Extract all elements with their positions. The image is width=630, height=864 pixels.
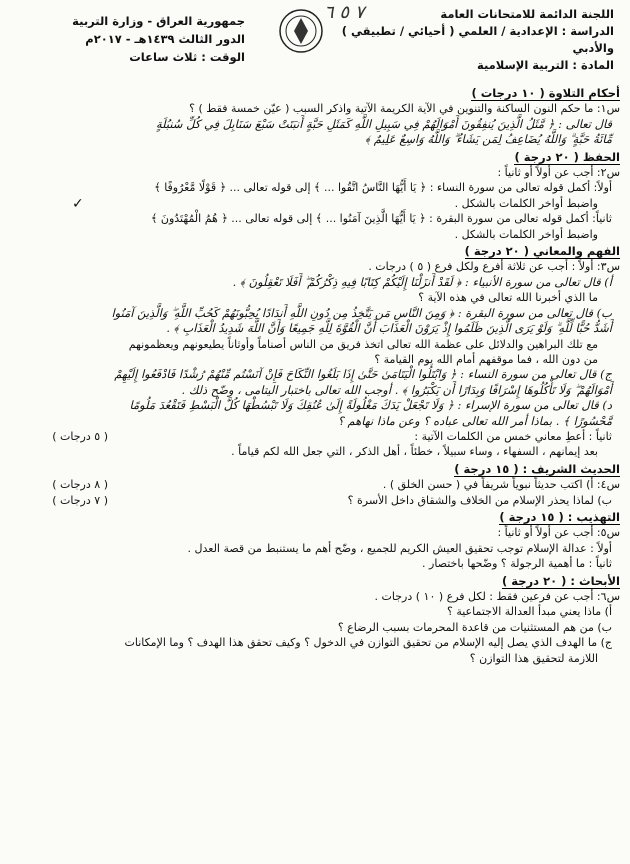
line-text: الحفظ ( ٢٠ درجة ) [514, 149, 620, 164]
section-heading [8, 86, 620, 101]
question-line [8, 117, 620, 132]
session-line: الدور الثالث ١٤٣٩هـ - ٢٠١٧م [85, 32, 245, 46]
line-text: قال تعالى : ﴿ مَّثَلُ الَّذِينَ يُنفِقُونَ أَمْوَالَهُمْ فِي سَبِيلِ اللَّهِ كَمَثَلِ حَبَّةٍ أَنبَتَتْ سَبْعَ سَنَابِلَ فِي كُلِّ سُنبُلَةٍ [155, 116, 612, 131]
section-heading [8, 150, 620, 165]
line-text: ما الذي أخبرنا الله تعالى في هذه الآية ؟ [418, 291, 598, 305]
question-line [8, 101, 620, 116]
section-heading [8, 462, 620, 477]
line-text: س٦: أجب عن فرعين فقط : لكل فرع ( ١٠ ) درجات . [374, 590, 620, 603]
line-text: أَمْوَالَهُمْ ۖ وَلَا تَأْكُلُوهَا إِسْرَافًا وَبِدَارًا أَن يَكْبَرُوا ﴾ . أوجب الله تعالى باختبار اليتامى ، وضّح ذلك . [181, 382, 612, 397]
marks-label: ( ٥ درجات ) [52, 429, 108, 443]
question-line [8, 352, 620, 367]
question-line [8, 398, 620, 413]
line-text: الأبحاث : ( ٢٠ درجة ) [502, 573, 620, 588]
question-line [8, 367, 620, 382]
handwritten-mark: ٧ ٥ ٦ [324, 2, 365, 23]
marks-label: ( ٨ درجات ) [52, 478, 108, 492]
line-text: أ) قال تعالى من سورة الأنبياء : ﴿ لَقَدْ أَنزَلْنَا إِلَيْكُمْ كِتَابًا فِيهِ ذِكْرُكُمْ ۖ أَفَلَا تَعْقِلُونَ ﴾ . [232, 274, 612, 289]
line-text: ب) لماذا يحذر الإسلام من الخلاف والشقاق داخل الأسرة ؟ [347, 493, 612, 507]
question-line [8, 211, 620, 226]
question-line [8, 227, 620, 242]
line-text: س٤: أ) اكتب حديثاً نبوياً شريفاً في ( حسن الخلق ) . [382, 478, 620, 492]
line-text: ب) قال تعالى من سورة البقرة : ﴿ وَمِنَ النَّاسِ مَن يَتَّخِذُ مِن دُونِ اللَّهِ أَندَادًا يُحِبُّونَهُمْ كَحُبِّ اللَّهِ ۖ وَالَّذِينَ آمَنُوا [111, 305, 612, 320]
question-line [8, 589, 620, 604]
question-line [8, 604, 620, 619]
line-text: س٥: أجب عن أولاً أو ثانياً : [497, 526, 620, 540]
line-text: اللازمة لتحقيق هذا التوازن ؟ [469, 651, 598, 665]
question-line [8, 525, 620, 540]
line-text: س١: ما حكم النون الساكنة والتنوين في الآية الكريمة الآتية واذكر السبب ( عيّن خمسة فقط ) ؟ [189, 102, 620, 116]
header-left [30, 12, 245, 66]
line-text: ب) من هم المستثنيات من قاعدة المحرمات بسبب الرضاع ؟ [337, 620, 612, 634]
line-text: واضبط أواخر الكلمات بالشكل . [454, 227, 598, 241]
line-text: د) قال تعالى من سورة الإسراء : ﴿ وَلَا تَجْعَلْ يَدَكَ مَغْلُولَةً إِلَىٰ عُنُقِكَ وَلَا تَبْسُطْهَا كُلَّ الْبَسْطِ فَتَقْعُدَ مَلُومًا [129, 398, 612, 413]
section-heading [8, 244, 620, 259]
question-line [8, 444, 620, 459]
question-line [8, 165, 620, 180]
question-line [8, 414, 620, 429]
question-line [8, 321, 620, 336]
section-heading [8, 574, 620, 589]
question-line [8, 541, 620, 556]
time-line: الوقت : ثلاث ساعات [129, 50, 245, 64]
question-line [8, 259, 620, 274]
line-text: أ) ماذا يعني مبدأ العدالة الاجتماعية ؟ [447, 605, 612, 619]
question-line [8, 196, 620, 211]
line-text: ثانياً: أكمل قوله تعالى من سورة البقرة : ﴿ يَا أَيُّهَا الَّذِينَ آمَنُوا ... ﴾ إلى قوله تعالى ... ﴿ هُمُ الْمُهْتَدُونَ ﴾ [150, 212, 612, 226]
line-text: بعد إيمانهم ، السفهاء ، وساء سبيلاً ، خطئاً ، أهل الذكر ، التي جعل الله لكم قياماً . [231, 445, 598, 459]
line-text: الحديث الشريف : ( ١٥ درجة ) [454, 461, 620, 476]
line-text: التهذيب : ( ١٥ درجة ) [499, 509, 620, 524]
section-heading [8, 510, 620, 525]
line-text: س٣: أولاً : أجب عن ثلاثة أفرع ولكل فرع ( ٥ ) درجات . [368, 260, 620, 274]
question-line [8, 651, 620, 666]
line-text: أحكام التلاوة ( ١٠ درجات ) [471, 86, 620, 100]
marks-label: ( ٧ درجات ) [52, 493, 108, 507]
question-line [8, 429, 620, 444]
line-text: مع تلك البراهين والدلائل على عظمة الله تعالى اتخذ فريق من الناس أصناماً وأوثاناً يطيعونهم ويعظمونهم [128, 337, 598, 351]
question-line [8, 635, 620, 650]
question-line [8, 620, 620, 635]
question-line [8, 337, 620, 352]
question-line [8, 132, 620, 147]
question-line [8, 180, 620, 195]
question-line [8, 275, 620, 290]
line-text: واضبط أواخر الكلمات بالشكل . [454, 196, 598, 210]
question-line [8, 306, 620, 321]
line-text: ج) قال تعالى من سورة النساء : ﴿ وَابْتَلُوا الْيَتَامَىٰ حَتَّىٰ إِذَا بَلَغُوا النِّكَاحَ فَإِنْ آنَسْتُم مِّنْهُمْ رُشْدًا فَادْفَعُوا إِلَيْهِمْ [114, 367, 612, 382]
emblem-icon [278, 8, 324, 54]
question-line [8, 477, 620, 492]
line-text: أولاً: أكمل قوله تعالى من سورة النساء : ﴿ يَا أَيُّهَا النَّاسُ اتَّقُوا ... ﴾ إلى قوله تعالى ... ﴿ قَوْلًا مَّعْرُوفًا ﴾ [154, 181, 612, 195]
line-text: أَشَدُّ حُبًّا لِّلَّهِ ۗ وَلَوْ يَرَى الَّذِينَ ظَلَمُوا إِذْ يَرَوْنَ الْعَذَابَ أَنَّ الْقُوَّةَ لِلَّهِ جَمِيعًا وَأَنَّ اللَّهَ شَدِيدُ الْعَذَابِ ﴾ . [166, 321, 612, 336]
line-text: ج) ما الهدف الذي يصل إليه الإسلام من تحقيق التوازن في الدخول ؟ وكيف تحقق هذا الهدف ؟ وما الإمكانات [124, 636, 612, 650]
line-text: من دون الله ، فما موقفهم أمام الله يوم القيامة ؟ [374, 352, 598, 366]
line-text: ثانياً : أعطِ معاني خمس من الكلمات الآتية : [414, 429, 612, 443]
study-line: الدراسة : الإعدادية / العلمي ( أحيائي / تطبيقي ) والأدبي [341, 24, 614, 55]
subject-line: المادة : التربية الإسلامية [476, 58, 614, 72]
ministry-line: جمهورية العراق - وزارة التربية [72, 14, 245, 28]
exam-body [8, 84, 620, 666]
question-line [8, 290, 620, 305]
line-text: مِّائَةُ حَبَّةٍ ۗ وَاللَّهُ يُضَاعِفُ لِمَن يَشَاءُ ۗ وَاللَّهُ وَاسِعٌ عَلِيمٌ ﴾ [365, 132, 612, 147]
line-text: س٢: أجب عن أولاً أو ثانياً : [497, 166, 620, 180]
question-line [8, 493, 620, 508]
line-text: ثانياً : ما أهمية الرجولة ؟ وضّحها باختصار . [422, 557, 612, 571]
line-text: مَّحْسُورًا ﴾ . بماذا أمر الله تعالى عباده ؟ وعن ماذا نهاهم ؟ [337, 413, 612, 428]
line-text: الفهم والمعاني ( ٢٠ درجة ) [464, 244, 620, 259]
question-line [8, 556, 620, 571]
committee-line: اللجنة الدائمة للامتحانات العامة [440, 7, 614, 21]
line-text: أولاً : عدالة الإسلام توجب تحقيق العيش الكريم للجميع ، وضّح أهم ما يستنبط من قصة العدل . [187, 541, 612, 555]
pen-mark: ✓ [72, 196, 84, 212]
question-line [8, 383, 620, 398]
